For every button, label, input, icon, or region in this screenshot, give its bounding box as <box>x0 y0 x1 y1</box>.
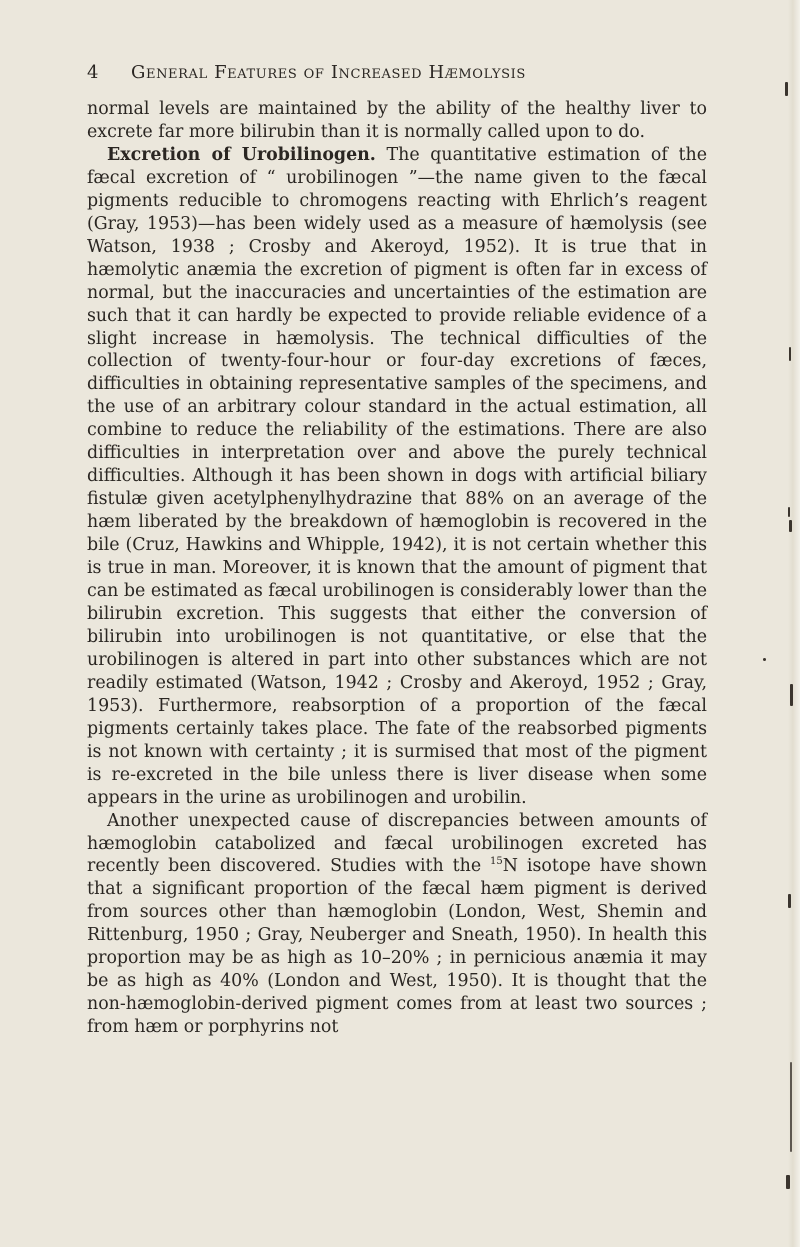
margin-mark <box>788 507 790 517</box>
margin-mark <box>786 1175 790 1189</box>
margin-mark <box>788 894 791 908</box>
body-text <box>87 98 707 1039</box>
margin-mark <box>790 684 793 706</box>
paragraph-text: The quantitative estimation of the fæcal excretion of “ urobilinogen ”—the name given to the fæcal pigments reducible to chromogens reacting with Ehrlich’s reagent (Gray, 1953)—has been widely used as a measure of hæmolysis (see Watson, 1938 ; Crosby and Akeroyd, 1952). It is true that in hæmolytic anæmia the excretion of pigment is often far in excess of normal, but the inaccuracies and uncertainties of the estimation are such that it can hardly be expected to provide reliable evidence of a slight increase in hæmolysis. The technical difficulties of the collection of twenty-four-hour or four-day excretions of fæces, difficulties in obtaining representative samples of the specimens, and the use of an arbitrary colour standard in the actual estimation, all combine to reduce the reliability of the estimations. There are also difficulties in interpretation over and above the purely technical difficulties. Although it has been shown in dogs with artificial biliary fistulæ given acetylphenylhydrazine that 88% on an average of the hæm liberated by the breakdown of hæmoglobin is recovered in the bile (Cruz, Hawkins and Whipple, 1942), it is not certain whether this is true in man. Moreover, it is known that the amount of pigment that can be estimated as fæcal urobilinogen is considerably lower than the bilirubin excretion. This suggests that either the conversion of bilirubin into urobilinogen is not quantitative, or else that the urobilinogen is altered in part into other substances which are not readily estimated (Watson, 1942 ; Crosby and Akeroyd, 1952 ; Gray, 1953). Furthermore, reabsorption of a proportion of the fæcal pigments certainly takes place. The fate of the reabsorbed pigments is not known with certainty ; it is surmised that most of the pigment is re-excreted in the bile unless there is liver disease when some appears in the urine as urobilinogen and urobilin. <box>87 144 707 808</box>
paragraph-text: N isotope have shown that a significant proportion of the fæcal hæm pigment is derived from sources other than hæmoglobin (London, West, Shemin and Rittenburg, 1950 ; Gray, Neuberger and Sneath, 1950). In health this proportion may be as high as 10–20% ; in pernicious anæmia it may be as high as 40% (London and West, 1950). It is thought that the non-hæmoglobin-derived pigment comes from at least two sources ; from hæm or porphyrins not <box>87 856 707 1038</box>
paragraph-discrepancies <box>87 810 707 1040</box>
margin-mark <box>785 82 788 96</box>
paragraph-text: Another unexpected cause of discrepancies between amounts of hæmoglobin catabolized and fæcal urobilinogen excreted has recently been discovered. Studies with the <box>87 810 707 877</box>
running-title: General Features of Increased Hæmolysis <box>131 62 526 83</box>
page-edge <box>788 0 800 1247</box>
page-number: 4 <box>87 62 100 83</box>
margin-mark <box>790 1062 792 1152</box>
isotope-superscript: 15 <box>490 856 503 868</box>
margin-mark <box>763 658 766 661</box>
section-heading: Excretion of Urobilinogen. <box>107 144 376 165</box>
paragraph-urobilinogen <box>87 144 707 810</box>
running-header <box>87 62 707 83</box>
paragraph-text: normal levels are maintained by the ability of the healthy liver to excrete far more bilirubin than it is normally called upon to do. <box>87 99 707 142</box>
margin-mark <box>789 347 791 361</box>
paragraph-continuation <box>87 98 707 144</box>
margin-mark <box>789 520 792 532</box>
